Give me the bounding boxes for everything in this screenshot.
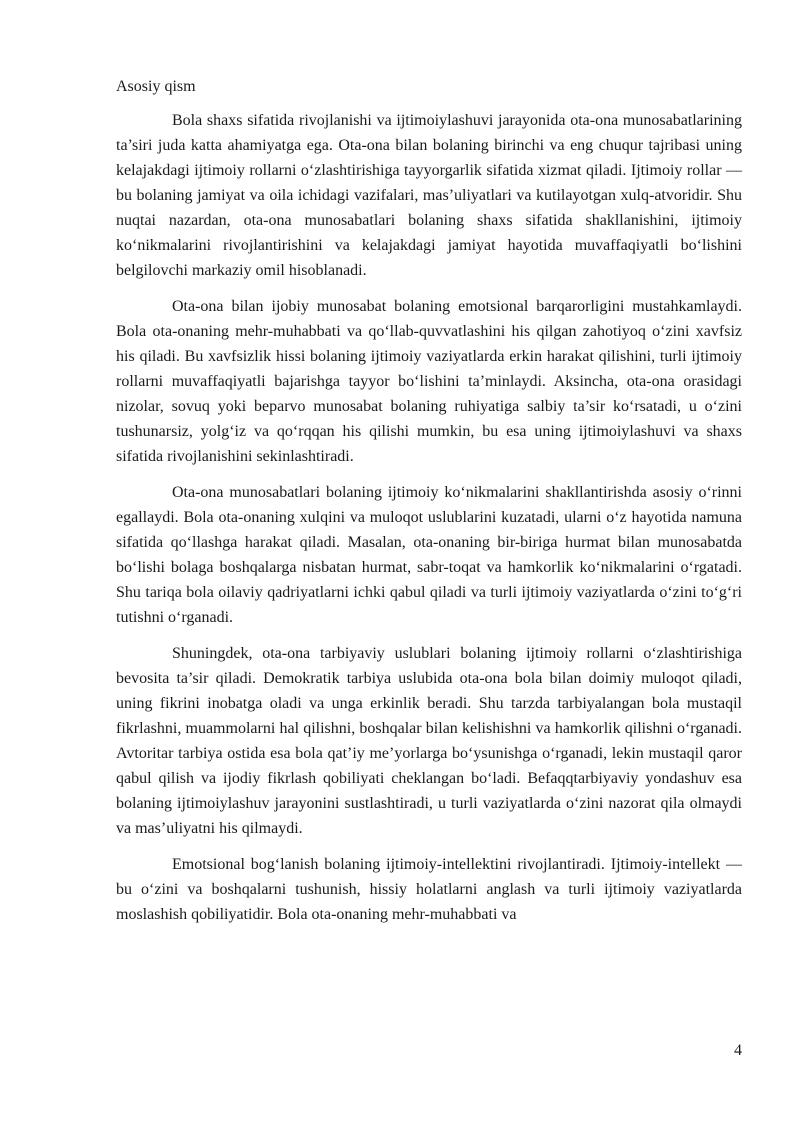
document-page — [116, 74, 742, 938]
paragraph-4: Shuningdek, ota-ona tarbiyaviy uslublari bolaning ijtimoiy rollarni o‘zlashtirishiga bevosita ta’sir qiladi. Demokratik tarbiya uslubida ota-ona bola bilan doimiy muloqot qiladi, uning fikrini inobatga oladi va unga erkinlik beradi. Shu tarzda tarbiyalangan bola mustaqil fikrlashni, muammolarni hal qilishni, boshqalar bilan kelishishni va hamkorlik qilishni o‘rganadi. Avtoritar tarbiya ostida esa bola qat’iy me’yorlarga bo‘ysunishga o‘rganadi, lekin mustaqil qaror qabul qilish va ijodiy fikrlash qobiliyati cheklangan bo‘ladi. Befaqqtarbiyaviy yondashuv esa bolaning ijtimoiylashuv jarayonini sustlashtiradi, u turli vaziyatlarda o‘zini nazorat qila olmaydi va mas’uliyatni his qilmaydi. — [116, 645, 742, 837]
section-heading: Asosiy qism — [116, 78, 196, 95]
paragraph-5: Emotsional bog‘lanish bolaning ijtimoiy-intellektini rivojlantiradi. Ijtimoiy-intellekt — bu o‘zini va boshqalarni tushunish, hissiy holatlarni anglash va turli ijtimoiy vaziyatlarda moslashish qobiliyatidir. Bola ota-onaning mehr-muhabbati va — [116, 856, 742, 923]
paragraph-1: Bola shaxs sifatida rivojlanishi va ijtimoiylashuvi jarayonida ota-ona munosabatlarining ta’siri juda katta ahamiyatga ega. Ota-ona bilan bolaning birinchi va eng chuqur tajribasi uning kelajakdagi ijtimoiy rollarni o‘zlashtirishiga tayyorgarlik sifatida xizmat qiladi. Ijtimoiy rollar — bu bolaning jamiyat va oila ichidagi vazifalari, mas’uliyatlari va kutilayotgan xulq-atvoridir. Shu nuqtai nazardan, ota-ona munosabatlari bolaning shaxs sifatida shakllanishini, ijtimoiy ko‘nikmalarini rivojlantirishini va kelajakdagi jamiyat hayotida muvaffaqiyatli bo‘lishini belgilovchi markaziy omil hisoblanadi. — [116, 112, 742, 279]
paragraph-3: Ota-ona munosabatlari bolaning ijtimoiy ko‘nikmalarini shakllantirishda asosiy o‘rinni egallaydi. Bola ota-onaning xulqini va muloqot uslublarini kuzatadi, ularni o‘z hayotida namuna sifatida qo‘llashga harakat qiladi. Masalan, ota-onaning bir-biriga hurmat bilan munosabatda bo‘lishi bolaga boshqalarga nisbatan hurmat, sabr-toqat va hamkorlik ko‘nikmalarini o‘rgatadi. Shu tariqa bola oilaviy qadriyatlarni ichki qabul qiladi va turli ijtimoiy vaziyatlarda o‘zini to‘g‘ri tutishni o‘rganadi. — [116, 484, 742, 626]
page-number: 4 — [734, 1042, 742, 1059]
paragraph-2: Ota-ona bilan ijobiy munosabat bolaning emotsional barqarorligini mustahkamlaydi. Bola ota-onaning mehr-muhabbati va qo‘llab-quvvatlashini his qilgan zahotiyoq o‘zini xavfsiz his qiladi. Bu xavfsizlik hissi bolaning ijtimoiy vaziyatlarda erkin harakat qilishini, turli ijtimoiy rollarni muvaffaqiyatli bajarishga tayyor bo‘lishini ta’minlaydi. Aksincha, ota-ona orasidagi nizolar, sovuq yoki beparvo munosabat bolaning ruhiyatiga salbiy ta’sir ko‘rsatadi, u o‘zini tushunarsiz, yolg‘iz va qo‘rqqan his qilishi mumkin, bu esa uning ijtimoiylashuvi va shaxs sifatida rivojlanishini sekinlashtiradi. — [116, 298, 742, 465]
